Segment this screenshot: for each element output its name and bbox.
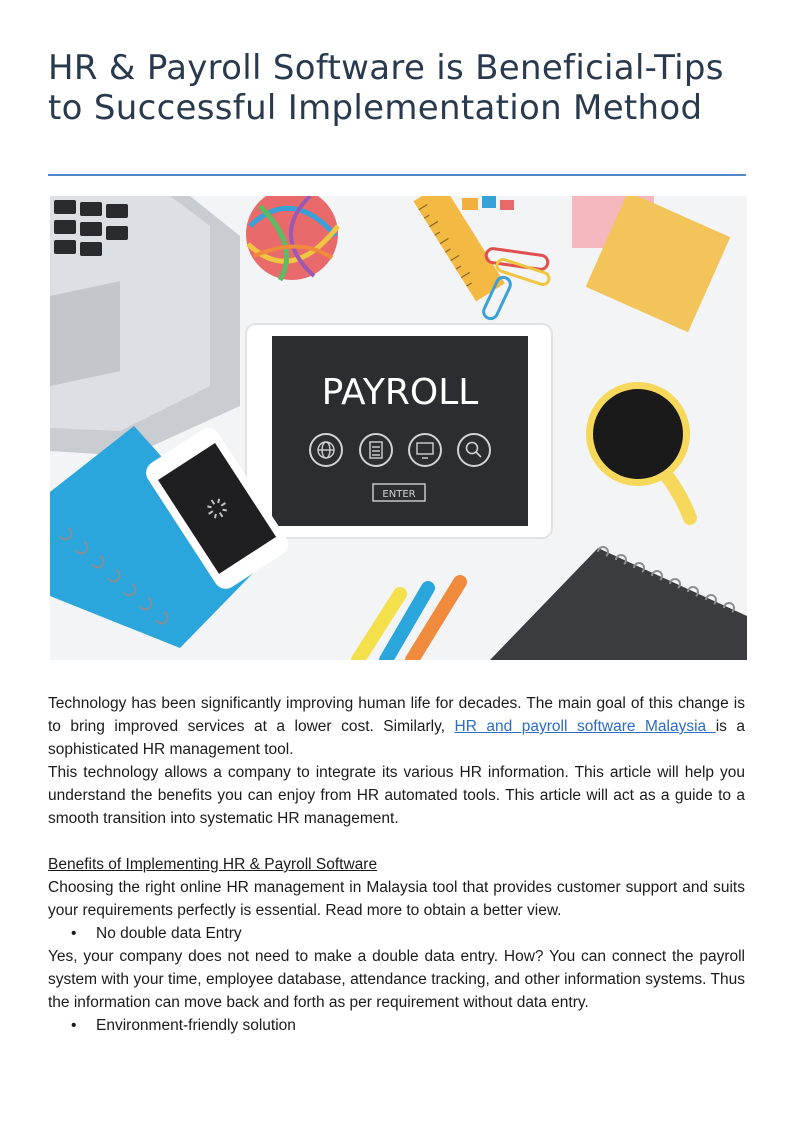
hr-payroll-software-link[interactable]: HR and payroll software Malaysia [454, 718, 716, 735]
tablet [246, 324, 552, 538]
page-title: HR & Payroll Software is Beneficial-Tips to Successful Implementation Method [48, 48, 724, 128]
intro-paragraph: Technology has been significantly improving human life for decades. The main goal of this change is to bring improved services at a lower cost. Similarly, HR and payroll software Malaysia is a sophisticated HR management tool. [48, 695, 746, 758]
bullet-item: • Environment-friendly solution [48, 1014, 745, 1037]
article-body [48, 692, 745, 1037]
payroll-hero-image [50, 196, 747, 660]
double-entry-paragraph: Yes, your company does not need to make a double data entry. How? You can connect the payroll system with your time, employee database, attendance tracking, and other information systems. Thus the information can move back and forth as per requirement without data entry. [48, 948, 745, 1011]
bullet-icon: • [71, 925, 77, 942]
payroll-screen-title: PAYROLL [321, 372, 479, 413]
benefits-heading: Benefits of Implementing HR & Payroll Software [48, 856, 378, 873]
bullet-item: • No double data Entry [48, 922, 745, 945]
choosing-paragraph: Choosing the right online HR management in Malaysia tool that provides customer support and suits your requirements perfectly is essential. Read more to obtain a better view. [48, 879, 745, 919]
integration-paragraph: This technology allows a company to integrate its various HR information. This article will help you understand the benefits you can enjoy from HR automated tools. This article will act as a guide to a smooth transition into systematic HR management. [48, 764, 745, 827]
title-divider [48, 174, 746, 176]
bullet-icon: • [71, 1017, 77, 1034]
laptop [50, 196, 240, 456]
enter-button-label: ENTER [382, 489, 416, 500]
paragraph-spacer [48, 830, 745, 853]
